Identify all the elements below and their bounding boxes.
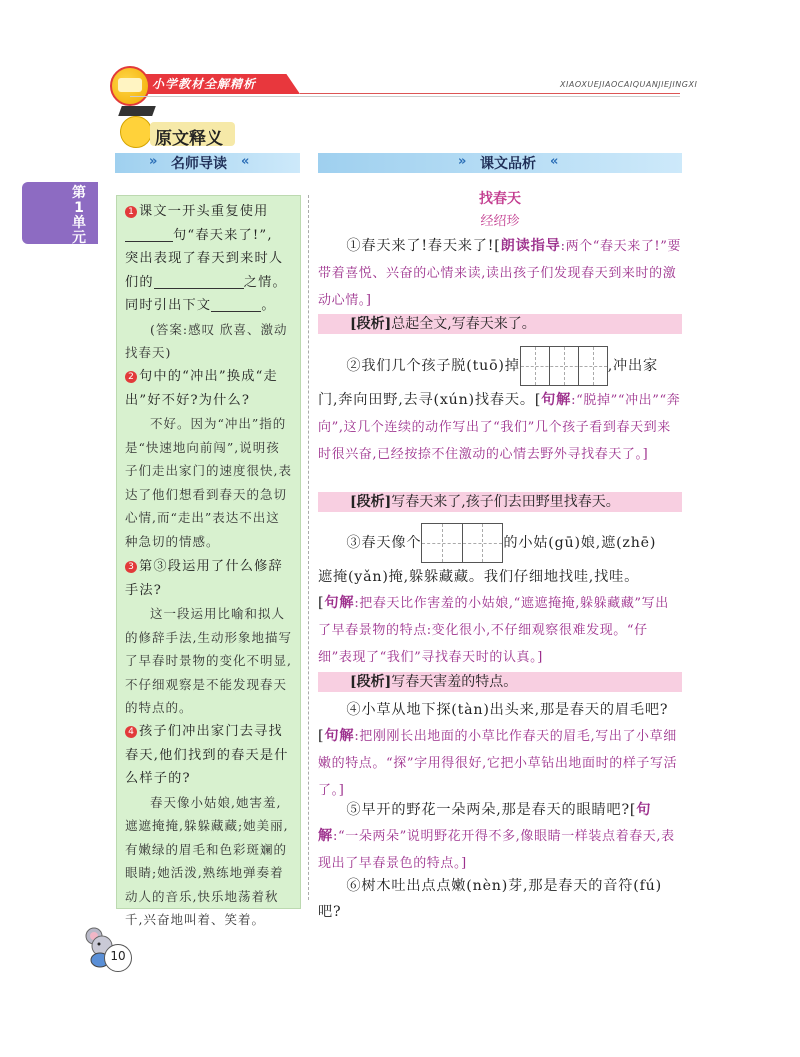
right-banner <box>318 153 682 173</box>
question-4-answer: 春天像小姑娘,她害羞,遮遮掩掩,躲躲藏藏;她美丽,有嫩绿的眉毛和色彩斑斓的眼睛;她活泼,熟练地弹奏着动人的音乐,快乐地荡着秋千,兴奋地叫着、笑着。 <box>125 794 289 927</box>
header-rule-thin <box>130 96 680 97</box>
paragraph-1: ①春天来了!春天来了![朗读指导:两个“春天来了!”要带着喜悦、兴奋的心情来读,读出孩子们发现春天到来时的激动心情。] <box>318 238 682 308</box>
double-chevron-left-icon: « <box>550 154 559 169</box>
answer-blank <box>125 227 173 242</box>
answer-blank <box>211 297 261 312</box>
question-number: 2 <box>125 371 137 383</box>
question-3: 3 第③段运用了什么修辞手法? 这一段运用比喻和拟人的修辞手法,生动形象地描写了早春时景物的变化不明显,不仔细观察是不能发现春天的特点的。 <box>125 555 293 720</box>
question-4: 4 孩子们冲出家门去寻找春天,他们找到的春天是什么样子的? 春天像小姑娘,她害羞,遮遮掩掩,躲躲藏藏;她美丽,有嫩绿的眉毛和色彩斑斓的眼睛;她活泼,熟练地弹奏着动人的音乐,快乐地荡着秋千,兴奋地叫着、笑着。 <box>125 720 293 932</box>
question-number: 1 <box>125 206 137 218</box>
article-author: 经绍珍 <box>480 214 520 229</box>
paragraph-2: ②我们几个孩子脱(tuō)掉 ,冲出家 门,奔向田野,去寻(xún)找春天。[句解:“脱掉”“冲出”“奔向”,这几个连续的动作写出了“我们”几个孩子看到春天到来时很兴奋,已经按捺不住激动的心情去野外寻找春天了。] <box>318 345 682 468</box>
unit-tab-label: 第1单元 <box>72 185 86 246</box>
left-banner <box>115 153 300 173</box>
paragraph-3: ③春天像个 的小姑(gū)娘,遮(zhē) 遮掩(yǎn)掩,躲躲藏藏。我们仔细地找哇,找哇。 [句解:把春天比作害羞的小姑娘,“遮遮掩掩,躲躲藏藏”写出了早春景物的特点:变化很小,不仔细观察很难发现。“仔细”表现了“我们”寻找春天时的认真。] <box>318 522 682 671</box>
question-3-answer: 这一段运用比喻和拟人的修辞手法,生动形象地描写了早春时景物的变化不明显,不仔细观察是不能发现春天的特点的。 <box>125 606 292 715</box>
segment-analysis-1: [段析]总起全文,写春天来了。 <box>318 314 682 334</box>
question-number: 3 <box>125 561 137 573</box>
segment-analysis-2: [段析]写春天来了,孩子们去田野里找春天。 <box>318 492 682 512</box>
answer-blank <box>154 274 244 289</box>
question-1: 1 课文一开头重复使用 句“春天来了!”, 突出表现了春天到来时人 们的 之情。 同时引出下文 。 (答案:感叹 欣喜、激动 找春天) <box>125 200 293 365</box>
question-1-answer: (答案:感叹 欣喜、激动 找春天) <box>125 321 288 360</box>
double-chevron-right-icon: » <box>458 154 467 169</box>
paragraph-6: ⑥树木吐出点点嫩(nèn)芽,那是春天的音符(fú)吧? <box>318 878 662 920</box>
column-divider <box>308 195 309 900</box>
question-2-answer: 不好。因为“冲出”指的是“快速地向前闯”,说明孩子们走出家门的速度很快,表达了他们想看到春天的急切心情,而“走出”表达不出这种急切的情感。 <box>125 416 292 549</box>
graduation-cap-icon <box>118 106 156 116</box>
series-pinyin: XIAOXUEJIAOCAIQUANJIEJINGXI <box>560 80 698 89</box>
paragraph-5: ⑤早开的野花一朵两朵,那是春天的眼睛吧?[句解:“一朵两朵”说明野花开得不多,像眼睛一样装点着春天,表现出了早春景色的特点。] <box>318 802 675 871</box>
question-2: 2 句中的“冲出”换成“走出”好不好?为什么? 不好。因为“冲出”指的是“快速地向前闯”,说明孩子们走出家门的速度很快,表达了他们想看到春天的急切心情,而“走出”表达不出这种急切的情感。 <box>125 365 293 553</box>
mascot-icon <box>120 116 152 148</box>
section-title: 原文释义 <box>155 129 223 149</box>
left-banner-title: 名师导读 <box>171 156 227 172</box>
right-banner-title: 课文品析 <box>480 156 536 172</box>
series-title: 小学教材全解精析 <box>152 77 257 91</box>
segment-analysis-3: [段析]写春天害羞的特点。 <box>318 672 682 692</box>
writing-grid <box>520 346 608 386</box>
double-chevron-left-icon: « <box>241 154 250 169</box>
double-chevron-right-icon: » <box>149 154 158 169</box>
writing-grid <box>421 523 503 563</box>
header-rule <box>300 93 680 94</box>
question-number: 4 <box>125 726 137 738</box>
paragraph-4: ④小草从地下探(tàn)出头来,那是春天的眉毛吧?[句解:把刚刚长出地面的小草比作春天的眉毛,写出了小草细嫩的特点。“探”字用得很好,它把小草钻出地面时的样子写活了。] <box>318 702 678 798</box>
series-logo <box>110 66 150 106</box>
article-title: 找春天 <box>479 191 521 207</box>
page-number: 10 <box>110 949 126 963</box>
